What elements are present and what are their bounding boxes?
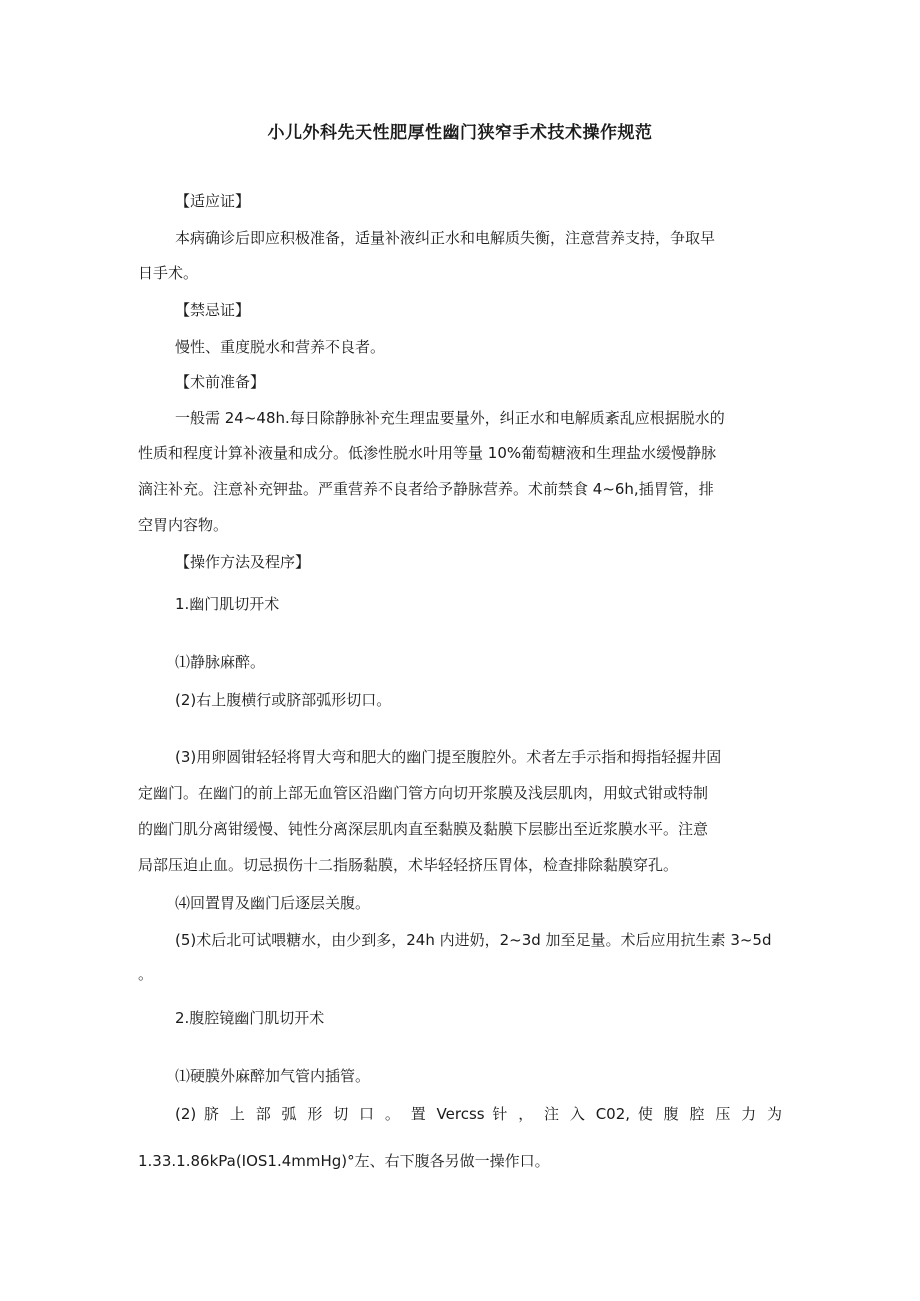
- section-heading-indications: 【适应证】: [175, 192, 251, 210]
- step-line: ⑷回置胃及幽门后逐层关腹。: [175, 894, 371, 912]
- step-line: 1.33.1.86kPa(IOS1.4mmHg)°左、右下腹各另做一操作口。: [138, 1152, 550, 1170]
- step-line: (2) 脐 上 部 弧 形 切 口 。 置 Vercss 针 ， 注 入 C02, 使 腹 腔 压 力 为: [175, 1105, 782, 1123]
- paragraph-line: 日手术。: [138, 264, 199, 282]
- step-line: ⑴硬膜外麻醉加气管内插管。: [175, 1067, 371, 1085]
- step-line: 定幽门。在幽门的前上部无血管区沿幽门管方向切开浆膜及浅层肌肉，用蚊式钳或特制: [138, 784, 709, 802]
- paragraph-line: 性质和程度计算补液量和成分。低渗性脱水叶用等量 10%葡萄糖液和生理盐水缓慢静脉: [138, 444, 717, 462]
- subsection-title: 1.幽门肌切开术: [175, 595, 280, 613]
- paragraph-line: 慢性、重度脱水和营养不良者。: [175, 338, 386, 356]
- step-line: 。: [138, 965, 154, 983]
- step-line: 局部压迫止血。切忌损伤十二指肠黏膜，术毕轻轻挤压胃体，检查排除黏膜穿孔。: [138, 856, 679, 874]
- step-line: 的幽门肌分离钳缓慢、钝性分离深层肌肉直至黏膜及黏膜下层膨出至近浆膜水平。注意: [138, 820, 709, 838]
- subsection-title: 2.腹腔镜幽门肌切开术: [175, 1009, 325, 1027]
- step-line: (5)术后北可试喂糖水，由少到多，24h 内进奶，2~3d 加至足量。术后应用抗生素 3~5d: [175, 931, 772, 949]
- paragraph-line: 本病确诊后即应积极准备，适量补液纠正水和电解质失衡，注意营养支持，争取早: [175, 229, 716, 247]
- section-heading-preop: 【术前准备】: [175, 373, 266, 391]
- paragraph-line: 空胃内容物。: [138, 516, 229, 534]
- paragraph-line: 滴注补充。注意补充钾盐。严重营养不良者给予静脉营养。术前禁食 4~6h,插胃管，排: [138, 480, 714, 498]
- document-title: 小儿外科先天性肥厚性幽门狭窄手术技术操作规范: [267, 123, 653, 143]
- step-line: (3)用卵圆钳轻轻将胃大弯和肥大的幽门提至腹腔外。术者左手示指和拇指轻握井固: [175, 748, 722, 766]
- step-line: ⑴静脉麻醉。: [175, 653, 266, 671]
- paragraph-line: 一般需 24~48h.每日除静脉补充生理盅要量外，纠正水和电解质紊乱应根据脱水的: [175, 409, 725, 427]
- section-heading-contraindications: 【禁忌证】: [175, 301, 251, 319]
- section-heading-procedure: 【操作方法及程序】: [175, 553, 311, 571]
- step-line: (2)右上腹横行或脐部弧形切口。: [175, 691, 392, 709]
